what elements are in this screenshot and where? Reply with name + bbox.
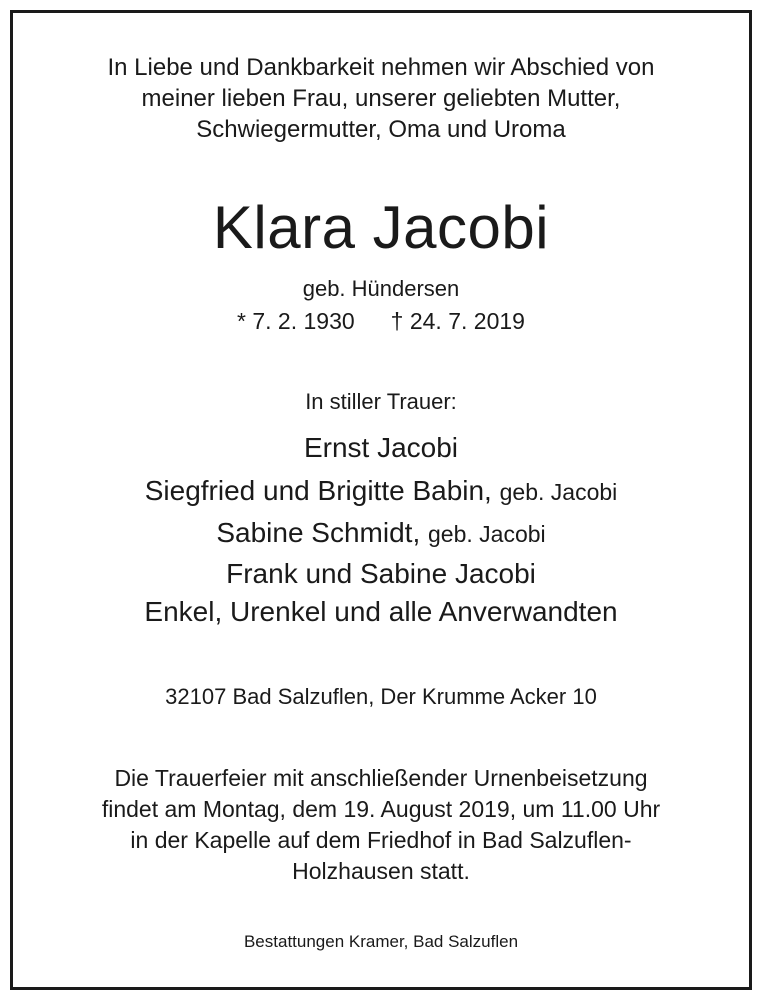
intro-line-1: In Liebe und Dankbarkeit nehmen wir Abschied von xyxy=(107,54,655,81)
service-line-1: Die Trauerfeier mit anschließender Urnenbeisetzung xyxy=(114,765,648,791)
intro-line-3: Schwiegermutter, Oma und Uroma xyxy=(196,116,566,143)
mourner-1 xyxy=(0,432,762,464)
mourner-4 xyxy=(0,558,762,590)
service-line-4: Holzhausen statt. xyxy=(292,858,470,884)
mourner-3 xyxy=(0,517,762,549)
service-line-3: in der Kapelle auf dem Friedhof in Bad Salzuflen- xyxy=(130,827,632,853)
mourner-note: geb. Jacobi xyxy=(499,479,618,505)
service-line-2: findet am Montag, dem 19. August 2019, um 11.00 Uhr xyxy=(101,796,661,822)
address: 32107 Bad Salzuflen, Der Krumme Acker 10 xyxy=(165,684,597,709)
birth-name: geb. Hündersen xyxy=(302,276,460,301)
life-dates xyxy=(0,308,762,335)
funeral-home: Bestattungen Kramer, Bad Salzuflen xyxy=(243,932,519,951)
mourner-5 xyxy=(0,596,762,628)
death-date: † 24. 7. 2019 xyxy=(390,308,525,334)
mourner-name: Sabine Schmidt, xyxy=(216,517,421,548)
mourner-name: Enkel, Urenkel und alle Anverwandten xyxy=(144,596,618,627)
intro-line-2: meiner lieben Frau, unserer geliebten Mutter, xyxy=(141,85,621,112)
mourner-note: geb. Jacobi xyxy=(428,521,546,547)
mourning-heading: In stiller Trauer: xyxy=(305,389,457,414)
birth-date: * 7. 2. 1930 xyxy=(237,308,355,334)
mourner-name: Siegfried und Brigitte Babin, xyxy=(144,475,492,506)
mourner-name: Ernst Jacobi xyxy=(303,432,459,463)
deceased-name: Klara Jacobi xyxy=(212,194,550,261)
mourner-2 xyxy=(0,475,762,507)
mourner-name: Frank und Sabine Jacobi xyxy=(226,558,536,589)
